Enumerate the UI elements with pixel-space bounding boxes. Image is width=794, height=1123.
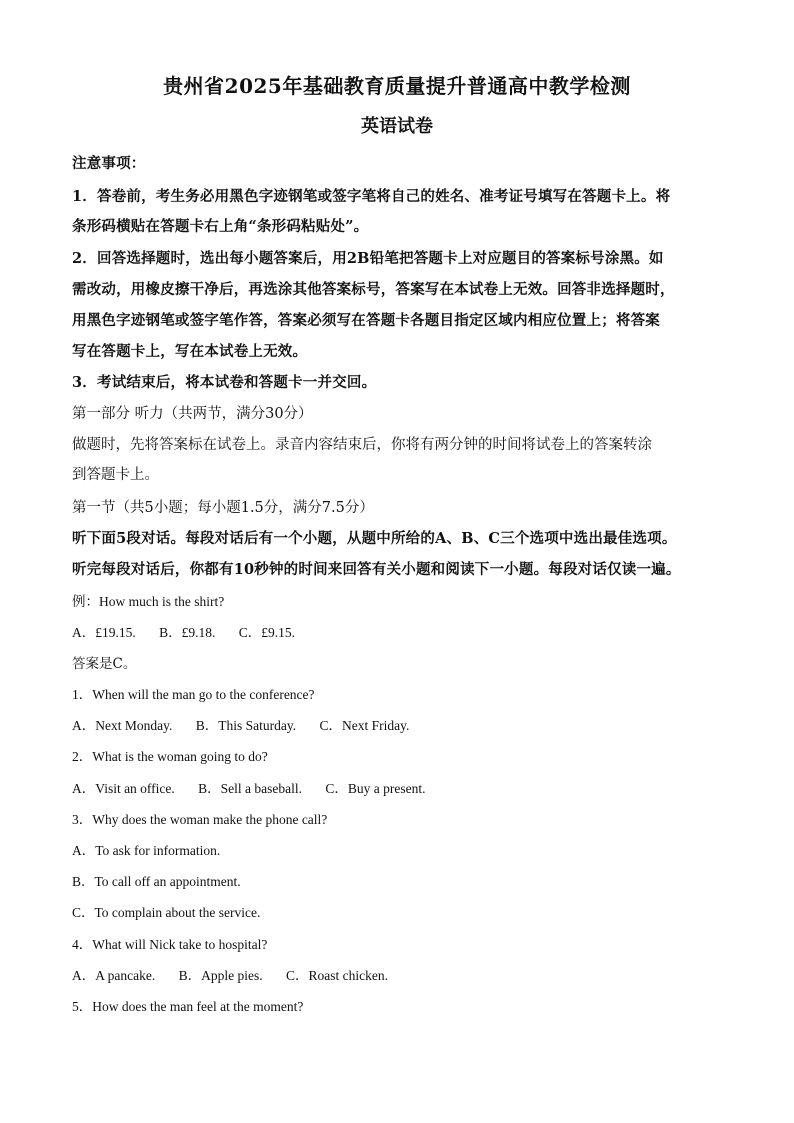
notes-heading: 注意事项：	[72, 155, 146, 172]
question-1-options	[72, 714, 732, 734]
option-a: A．Visit an office.	[72, 781, 175, 796]
note-line: 1．答卷前，考生务必用黑色字迹钢笔或签字笔将自己的姓名、准考证号填写在答题卡上。将	[72, 188, 671, 205]
part1-heading: 第一部分 听力（共两节，满分30分）	[72, 406, 313, 422]
note-line: 用黑色字迹钢笔或签字笔作答，答案必须写在答题卡各题目指定区域内相应位置上；将答案	[72, 312, 660, 329]
question-1: 1．When will the man go to the conference?	[72, 687, 315, 702]
example-question: 例：How much is the shirt?	[72, 594, 225, 609]
option-b: B．£9.18.	[159, 625, 216, 640]
note-line: 需改动，用橡皮擦干净后，再选涂其他答案标号，答案写在本试卷上无效。回答非选择题时，	[72, 281, 675, 298]
example-answer: 答案是C。	[72, 656, 137, 672]
option-b: B．Sell a baseball.	[198, 781, 303, 796]
part1-instruction: 到答题卡上。	[72, 467, 159, 483]
section1-instruction: 听下面5段对话。每段对话后有一个小题，从题中所给的A、B、C三个选项中选出最佳选项。	[72, 530, 677, 547]
part1-instruction: 做题时，先将答案标在试卷上。录音内容结束后，你将有两分钟的时间将试卷上的答案转涂	[72, 437, 652, 453]
example-options	[72, 621, 732, 641]
question-2: 2．What is the woman going to do?	[72, 749, 268, 764]
option-c: C．Buy a present.	[325, 781, 426, 796]
question-3-option-b: B．To call off an appointment.	[72, 874, 241, 889]
question-4: 4．What will Nick take to hospital?	[72, 937, 268, 952]
option-c: C．£9.15.	[238, 625, 296, 640]
section1-instruction: 听完每段对话后，你都有10秒钟的时间来回答有关小题和阅读下一小题。每段对话仅读一遍。	[72, 561, 681, 578]
exam-title: 贵州省2025年基础教育质量提升普通高中教学检测	[163, 74, 631, 98]
note-line: 2．回答选择题时，选出每小题答案后，用2B铅笔把答题卡上对应题目的答案标号涂黑。如	[72, 250, 664, 267]
note-line: 写在答题卡上，写在本试卷上无效。	[72, 343, 308, 360]
question-3-option-c: C．To complain about the service.	[72, 905, 261, 920]
question-3: 3．Why does the woman make the phone call?	[72, 812, 328, 827]
option-c: C．Next Friday.	[319, 718, 410, 733]
note-line: 3．考试结束后，将本试卷和答题卡一并交回。	[72, 374, 377, 391]
question-2-options	[72, 777, 732, 797]
section1-heading: 第一节（共5小题；每小题1.5分，满分7.5分）	[72, 500, 374, 516]
question-5: 5．How does the man feel at the moment?	[72, 999, 304, 1014]
option-a: A．Next Monday.	[72, 718, 173, 733]
option-c: C．Roast chicken.	[285, 968, 388, 983]
option-b: B．This Saturday.	[195, 718, 297, 733]
question-4-options	[72, 964, 732, 984]
exam-subtitle: 英语试卷	[361, 116, 433, 137]
question-3-option-a: A．To ask for information.	[72, 843, 221, 858]
option-a: A．A pancake.	[72, 968, 156, 983]
option-a: A．£19.15.	[72, 625, 136, 640]
note-line: 条形码横贴在答题卡右上角“条形码粘贴处”。	[72, 218, 369, 235]
option-b: B．Apple pies.	[178, 968, 263, 983]
